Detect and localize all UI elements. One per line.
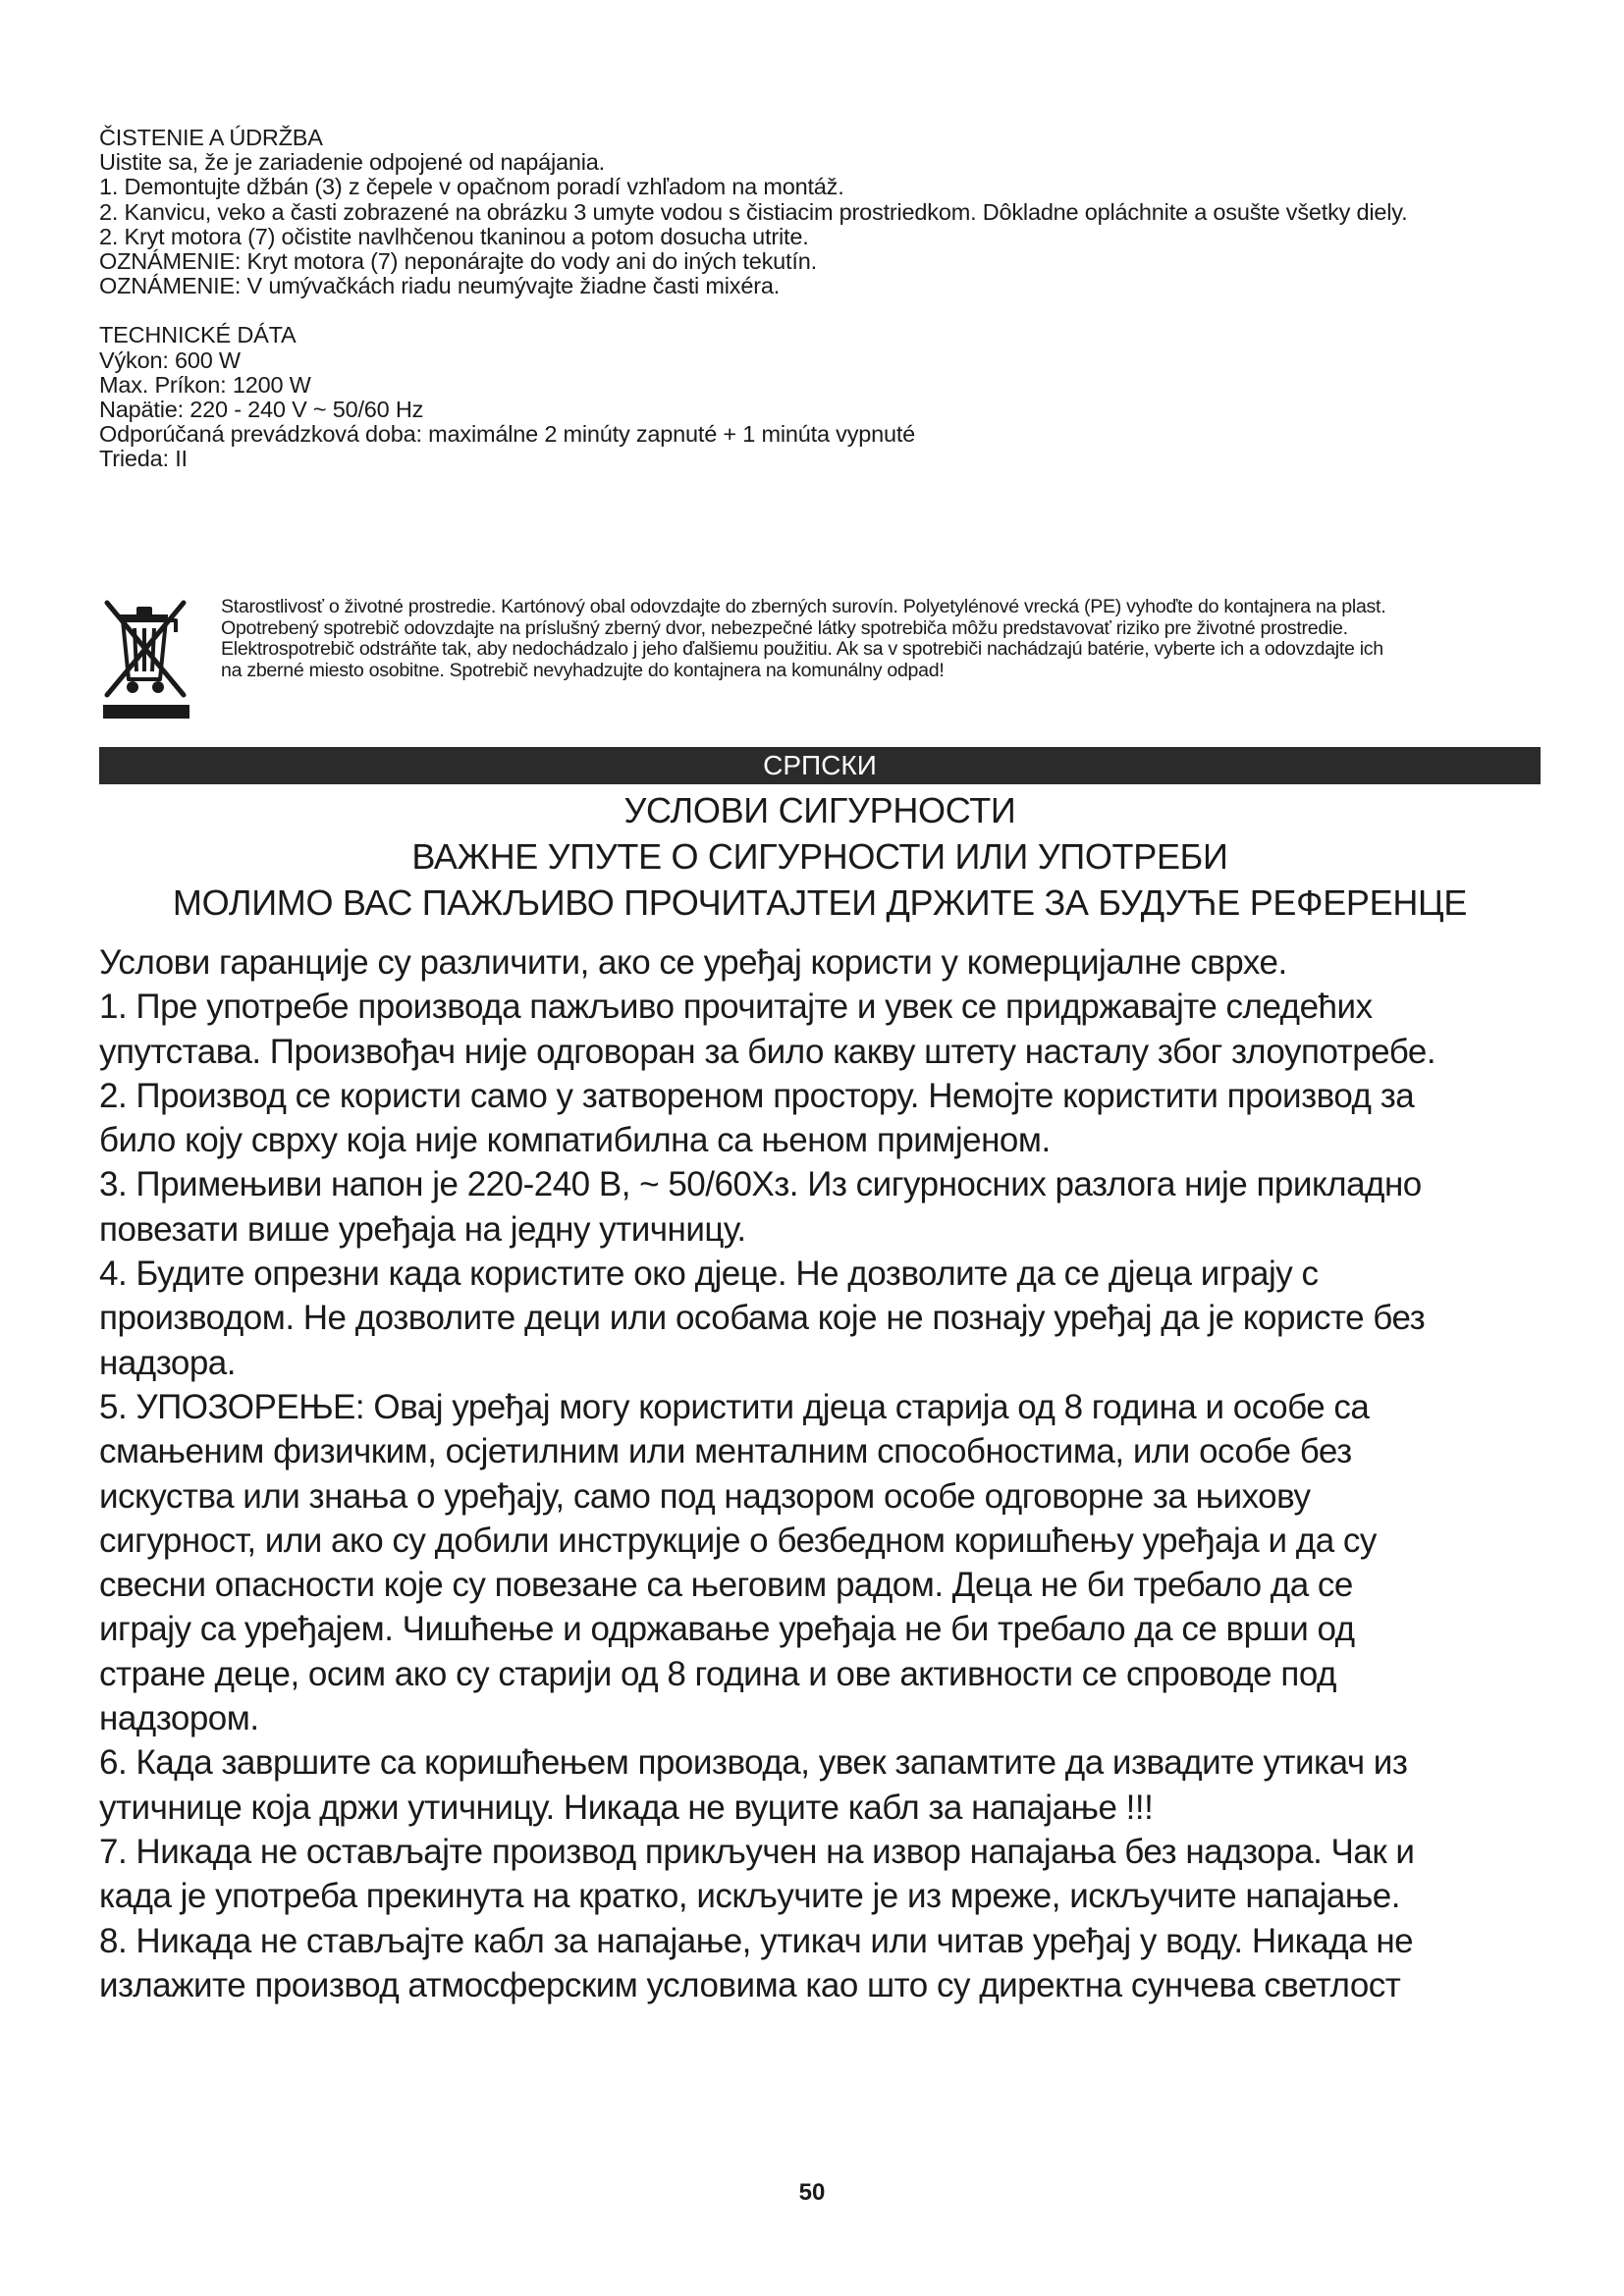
instruction-line: 1. Пре употребе производа пажљиво прочитајте и увек се придржавајте следећих [99, 988, 1373, 1027]
instruction-line: 3. Примењиви напон је 220-240 В, ~ 50/60Хз. Из сигурносних разлога није прикладно [99, 1165, 1422, 1204]
instruction-line: 5. УПОЗОРЕЊЕ: Овај уређај могу користити дјеца старија од 8 година и особе са [99, 1387, 1370, 1426]
safety-heading: УСЛОВИ СИГУРНОСТИ [623, 790, 1016, 830]
recycling-line: na zberné miesto osobitne. Spotrebič nevyhadzujte do kontajnera na komunálny odpad! [221, 659, 945, 681]
instruction-line: искуства или знања о уређају, само под надзором особе одговорне за њихову [99, 1476, 1311, 1516]
cleaning-line: 2. Kanvicu, veko a časti zobrazené na obrázku 3 umyte vodou s čistiacim prostriedkom. Dôkladne opláchnite a osušte všetky diely. [99, 198, 1408, 225]
cleaning-line: Uistite sa, že je zariadenie odpojené od napájania. [99, 149, 605, 176]
safety-headings [99, 787, 1541, 926]
instruction-line: сигурност, или ако су добили инструкције о безбедном коришћењу уређаја и да су [99, 1521, 1377, 1560]
instruction-line: када је употреба прекинута на кратко, искључите је из мреже, искључите напајање. [99, 1877, 1400, 1916]
safety-subheading: МОЛИМО ВАС ПАЖЉИВО ПРОЧИТАЈТЕИ ДРЖИТЕ ЗА БУДУЋЕ РЕФЕРЕНЦЕ [172, 882, 1468, 923]
technical-line: Max. Príkon: 1200 W [99, 371, 311, 398]
recycling-line: Opotrebený spotrebič odovzdajte na príslušný zberný dvor, nebezpečné látky spotrebiča môžu predstavovať riziko pre životné prostredie. [221, 616, 1348, 639]
instruction-line: 6. Када завршите са коришћењем производа, увек запамтите да извадите утикач из [99, 1743, 1408, 1783]
cleaning-heading: ČISTENIE A ÚDRŽBA [99, 125, 323, 150]
instruction-line: 8. Никада не стављајте кабл за напајање, утикач или читав уређај у воду. Никада не [99, 1921, 1414, 1960]
technical-line: Výkon: 600 W [99, 347, 241, 373]
instruction-line: производом. Не дозволите деци или особама које не познају уређај да је користе без [99, 1299, 1426, 1338]
instruction-line: свесни опасности које су повезане са његовим радом. Деца не би требало да се [99, 1566, 1353, 1605]
instruction-line: излажите производ атмосферским условима као што су директна сунчева светлост [99, 1965, 1401, 2004]
cleaning-line: OZNÁMENIE: Kryt motora (7) neponárajte do vody ani do iných tekutín. [99, 248, 817, 275]
safety-subheading: ВАЖНЕ УПУТЕ О СИГУРНОСТИ ИЛИ УПОТРЕБИ [411, 836, 1228, 877]
cleaning-line: 1. Demontujte džbán (3) z čepele v opačnom poradí vzhľadom na montáž. [99, 174, 844, 200]
technical-line: Odporúčaná prevádzková doba: maximálne 2 minúty zapnuté + 1 minúta vypnuté [99, 421, 916, 448]
instruction-line: играју са уређајем. Чишћење и одржавање уређаја не би требало да се врши од [99, 1610, 1355, 1649]
instruction-line: стране деце, осим ако су старији од 8 година и ове активности се спроводе под [99, 1654, 1336, 1693]
technical-line: Trieda: II [99, 446, 188, 472]
crossed-out-wheelie-bin-icon [99, 597, 193, 721]
page-number: 50 [798, 2179, 826, 2206]
serbian-instructions [99, 940, 1543, 2007]
language-banner: СРПСКИ [99, 747, 1541, 784]
slovak-section [99, 126, 1543, 472]
instruction-line: смањеним физичким, осјетилним или менталним способностима, или особе без [99, 1432, 1352, 1471]
instruction-line: Услови гаранције су различити, ако се уређај користи у комерцијалне сврхе. [99, 943, 1287, 982]
instruction-line: упутстава. Произвођач није одговоран за било какву штету насталу због злоупотребе. [99, 1032, 1436, 1071]
recycling-text [221, 597, 1556, 681]
cleaning-line: 2. Kryt motora (7) očistite navlhčenou tkaninou a potom dosucha utrite. [99, 223, 809, 249]
instruction-line: 7. Никада не остављајте производ прикључен на извор напајања без надзора. Чак и [99, 1832, 1415, 1871]
instruction-line: надзором. [99, 1699, 259, 1738]
instruction-line: надзора. [99, 1343, 236, 1382]
technical-line: Napätie: 220 - 240 V ~ 50/60 Hz [99, 397, 424, 423]
recycling-line: Starostlivosť o životné prostredie. Kartónový obal odovzdajte do zberných surovín. Polyetylénové vrecká (PE) vyhoďte do kontajnera na plast. [221, 596, 1386, 617]
cleaning-line: OZNÁMENIE: V umývačkách riadu neumývajte žiadne časti mixéra. [99, 273, 781, 299]
instruction-line: 2. Производ се користи само у затвореном простору. Немојте користити производ за [99, 1076, 1415, 1115]
instruction-line: утичнице која држи утичницу. Никада не вуците кабл за напајање !!! [99, 1788, 1154, 1827]
instruction-line: повезати више уређаја на једну утичницу. [99, 1209, 746, 1249]
recycling-line: Elektrospotrebič odstráňte tak, aby nedochádzalo j jeho ďalšiemu použitiu. Ak sa v spotrebiči nachádzajú batérie, vyberte ich a odovzdajte ich [221, 638, 1383, 661]
instruction-line: 4. Будите опрезни када користите око дјеце. Не дозволите да се дјеца играју с [99, 1255, 1319, 1294]
instruction-line: било коју сврху која није компатибилна са њеном примјеном. [99, 1121, 1051, 1160]
recycling-notice [99, 597, 1552, 734]
technical-heading: TECHNICKÉ DÁTA [99, 322, 297, 348]
